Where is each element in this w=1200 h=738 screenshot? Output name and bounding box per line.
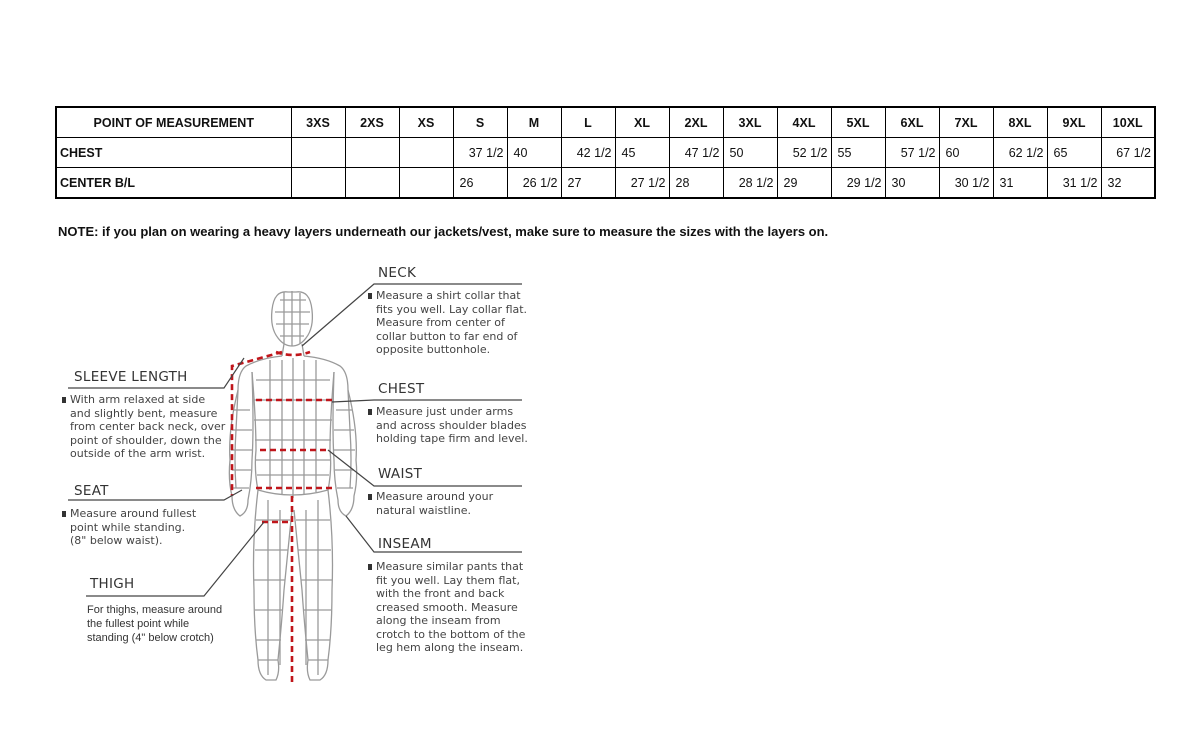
bullet-icon: [62, 397, 66, 403]
thigh-line-1: For thighs, measure around: [87, 604, 223, 616]
row-label: CENTER B/L: [56, 168, 291, 199]
table-cell: 28 1/2: [723, 168, 777, 199]
seat-line-3: (8" below waist).: [70, 534, 163, 547]
header-size-3xl: 3XL: [723, 107, 777, 138]
table-cell: 57 1/2: [885, 138, 939, 168]
sleeve-length-title: SLEEVE LENGTH: [74, 369, 188, 385]
inseam-line-4: creased smooth. Measure: [376, 600, 518, 614]
inseam-line-7: leg hem along the inseam.: [376, 641, 524, 654]
header-size-3xs: 3XS: [291, 107, 345, 138]
table-cell: 30 1/2: [939, 168, 993, 199]
table-cell: 29 1/2: [831, 168, 885, 199]
table-cell: 55: [831, 138, 885, 168]
header-point-of-measurement: POINT OF MEASUREMENT: [56, 107, 291, 138]
table-cell: 50: [723, 138, 777, 168]
header-size-10xl: 10XL: [1101, 107, 1155, 138]
thigh-title: THIGH: [90, 576, 135, 592]
bullet-icon: [368, 409, 372, 415]
table-cell: 40: [507, 138, 561, 168]
bullet-icon: [368, 293, 372, 299]
neck-title: NECK: [378, 265, 417, 281]
table-cell: 52 1/2: [777, 138, 831, 168]
waist-line-1: Measure around your: [368, 490, 493, 504]
table-cell: 37 1/2: [453, 138, 507, 168]
row-label: CHEST: [56, 138, 291, 168]
seat-description: [62, 507, 196, 548]
header-size-s: S: [453, 107, 507, 138]
table-row: [56, 138, 1155, 168]
header-size-m: M: [507, 107, 561, 138]
table-cell: [291, 168, 345, 199]
thigh-line-2: the fullest point while: [87, 618, 190, 630]
header-size-2xl: 2XL: [669, 107, 723, 138]
sleeve-line-5: outside of the arm wrist.: [70, 447, 206, 460]
table-header-row: [56, 107, 1155, 138]
table-cell: 42 1/2: [561, 138, 615, 168]
table-cell: 28: [669, 168, 723, 199]
chest-title: CHEST: [378, 381, 425, 397]
header-size-5xl: 5XL: [831, 107, 885, 138]
chest-description: [368, 405, 528, 446]
seat-title: SEAT: [74, 483, 109, 499]
header-size-2xs: 2XS: [345, 107, 399, 138]
seat-line-2: point while standing.: [70, 520, 186, 534]
table-cell: 62 1/2: [993, 138, 1047, 168]
table-cell: 31: [993, 168, 1047, 199]
inseam-description: [368, 560, 525, 655]
chest-line-3: holding tape firm and level.: [376, 432, 528, 445]
table-cell: 26 1/2: [507, 168, 561, 199]
bullet-icon: [368, 494, 372, 500]
seat-line-1: Measure around fullest: [62, 507, 196, 521]
measurement-guide: [56, 260, 536, 730]
chest-line-2: and across shoulder blades: [376, 418, 527, 432]
table-cell: 26: [453, 168, 507, 199]
waist-line-2: natural waistline.: [376, 503, 471, 517]
table-cell: 60: [939, 138, 993, 168]
thigh-description: [87, 603, 222, 645]
header-size-xs: XS: [399, 107, 453, 138]
thigh-line-3: standing (4" below crotch): [87, 632, 214, 644]
header-size-4xl: 4XL: [777, 107, 831, 138]
table-cell: 67 1/2: [1101, 138, 1155, 168]
bullet-icon: [368, 564, 372, 570]
inseam-line-6: crotch to the bottom of the: [376, 627, 526, 641]
table-row: [56, 168, 1155, 199]
inseam-line-2: fit you well. Lay them flat,: [376, 573, 520, 587]
neck-description: [368, 289, 527, 357]
table-cell: [291, 138, 345, 168]
table-cell: 29: [777, 168, 831, 199]
inseam-line-5: along the inseam from: [376, 614, 501, 627]
waist-description: [368, 490, 493, 517]
header-size-6xl: 6XL: [885, 107, 939, 138]
table-cell: [345, 138, 399, 168]
table-cell: 45: [615, 138, 669, 168]
sleeve-line-3: from center back neck, over: [70, 420, 226, 433]
table-cell: 47 1/2: [669, 138, 723, 168]
neck-line-5: opposite buttonhole.: [376, 343, 491, 356]
table-cell: 27 1/2: [615, 168, 669, 199]
inseam-line-1: Measure similar pants that: [368, 560, 525, 574]
inseam-line-3: with the front and back: [376, 587, 505, 600]
neck-line-4: collar button to far end of: [376, 329, 518, 343]
waist-title: WAIST: [378, 466, 423, 482]
neck-line-1: Measure a shirt collar that: [368, 289, 527, 303]
header-size-9xl: 9XL: [1047, 107, 1101, 138]
header-size-l: L: [561, 107, 615, 138]
layering-note: NOTE: if you plan on wearing a heavy layers underneath our jackets/vest, make sure to measure the sizes with the layers on.: [58, 224, 829, 239]
bullet-icon: [62, 511, 66, 517]
header-size-7xl: 7XL: [939, 107, 993, 138]
sleeve-line-2: and slightly bent, measure: [70, 406, 218, 420]
table-cell: 30: [885, 168, 939, 199]
inseam-title: INSEAM: [378, 536, 432, 552]
table-cell: [399, 138, 453, 168]
table-cell: 27: [561, 168, 615, 199]
table-cell: [345, 168, 399, 199]
chest-line-1: Measure just under arms: [368, 405, 528, 419]
sleeve-line-1: With arm relaxed at side: [62, 393, 225, 407]
table-cell: 31 1/2: [1047, 168, 1101, 199]
table-cell: 32: [1101, 168, 1155, 199]
header-size-8xl: 8XL: [993, 107, 1047, 138]
sleeve-length-description: [62, 393, 225, 461]
size-chart-table: [55, 106, 1156, 199]
header-size-xl: XL: [615, 107, 669, 138]
table-cell: [399, 168, 453, 199]
neck-line-2: fits you well. Lay collar flat.: [376, 302, 528, 316]
table-cell: 65: [1047, 138, 1101, 168]
sleeve-line-4: point of shoulder, down the: [70, 433, 222, 447]
neck-line-3: Measure from center of: [376, 316, 505, 329]
